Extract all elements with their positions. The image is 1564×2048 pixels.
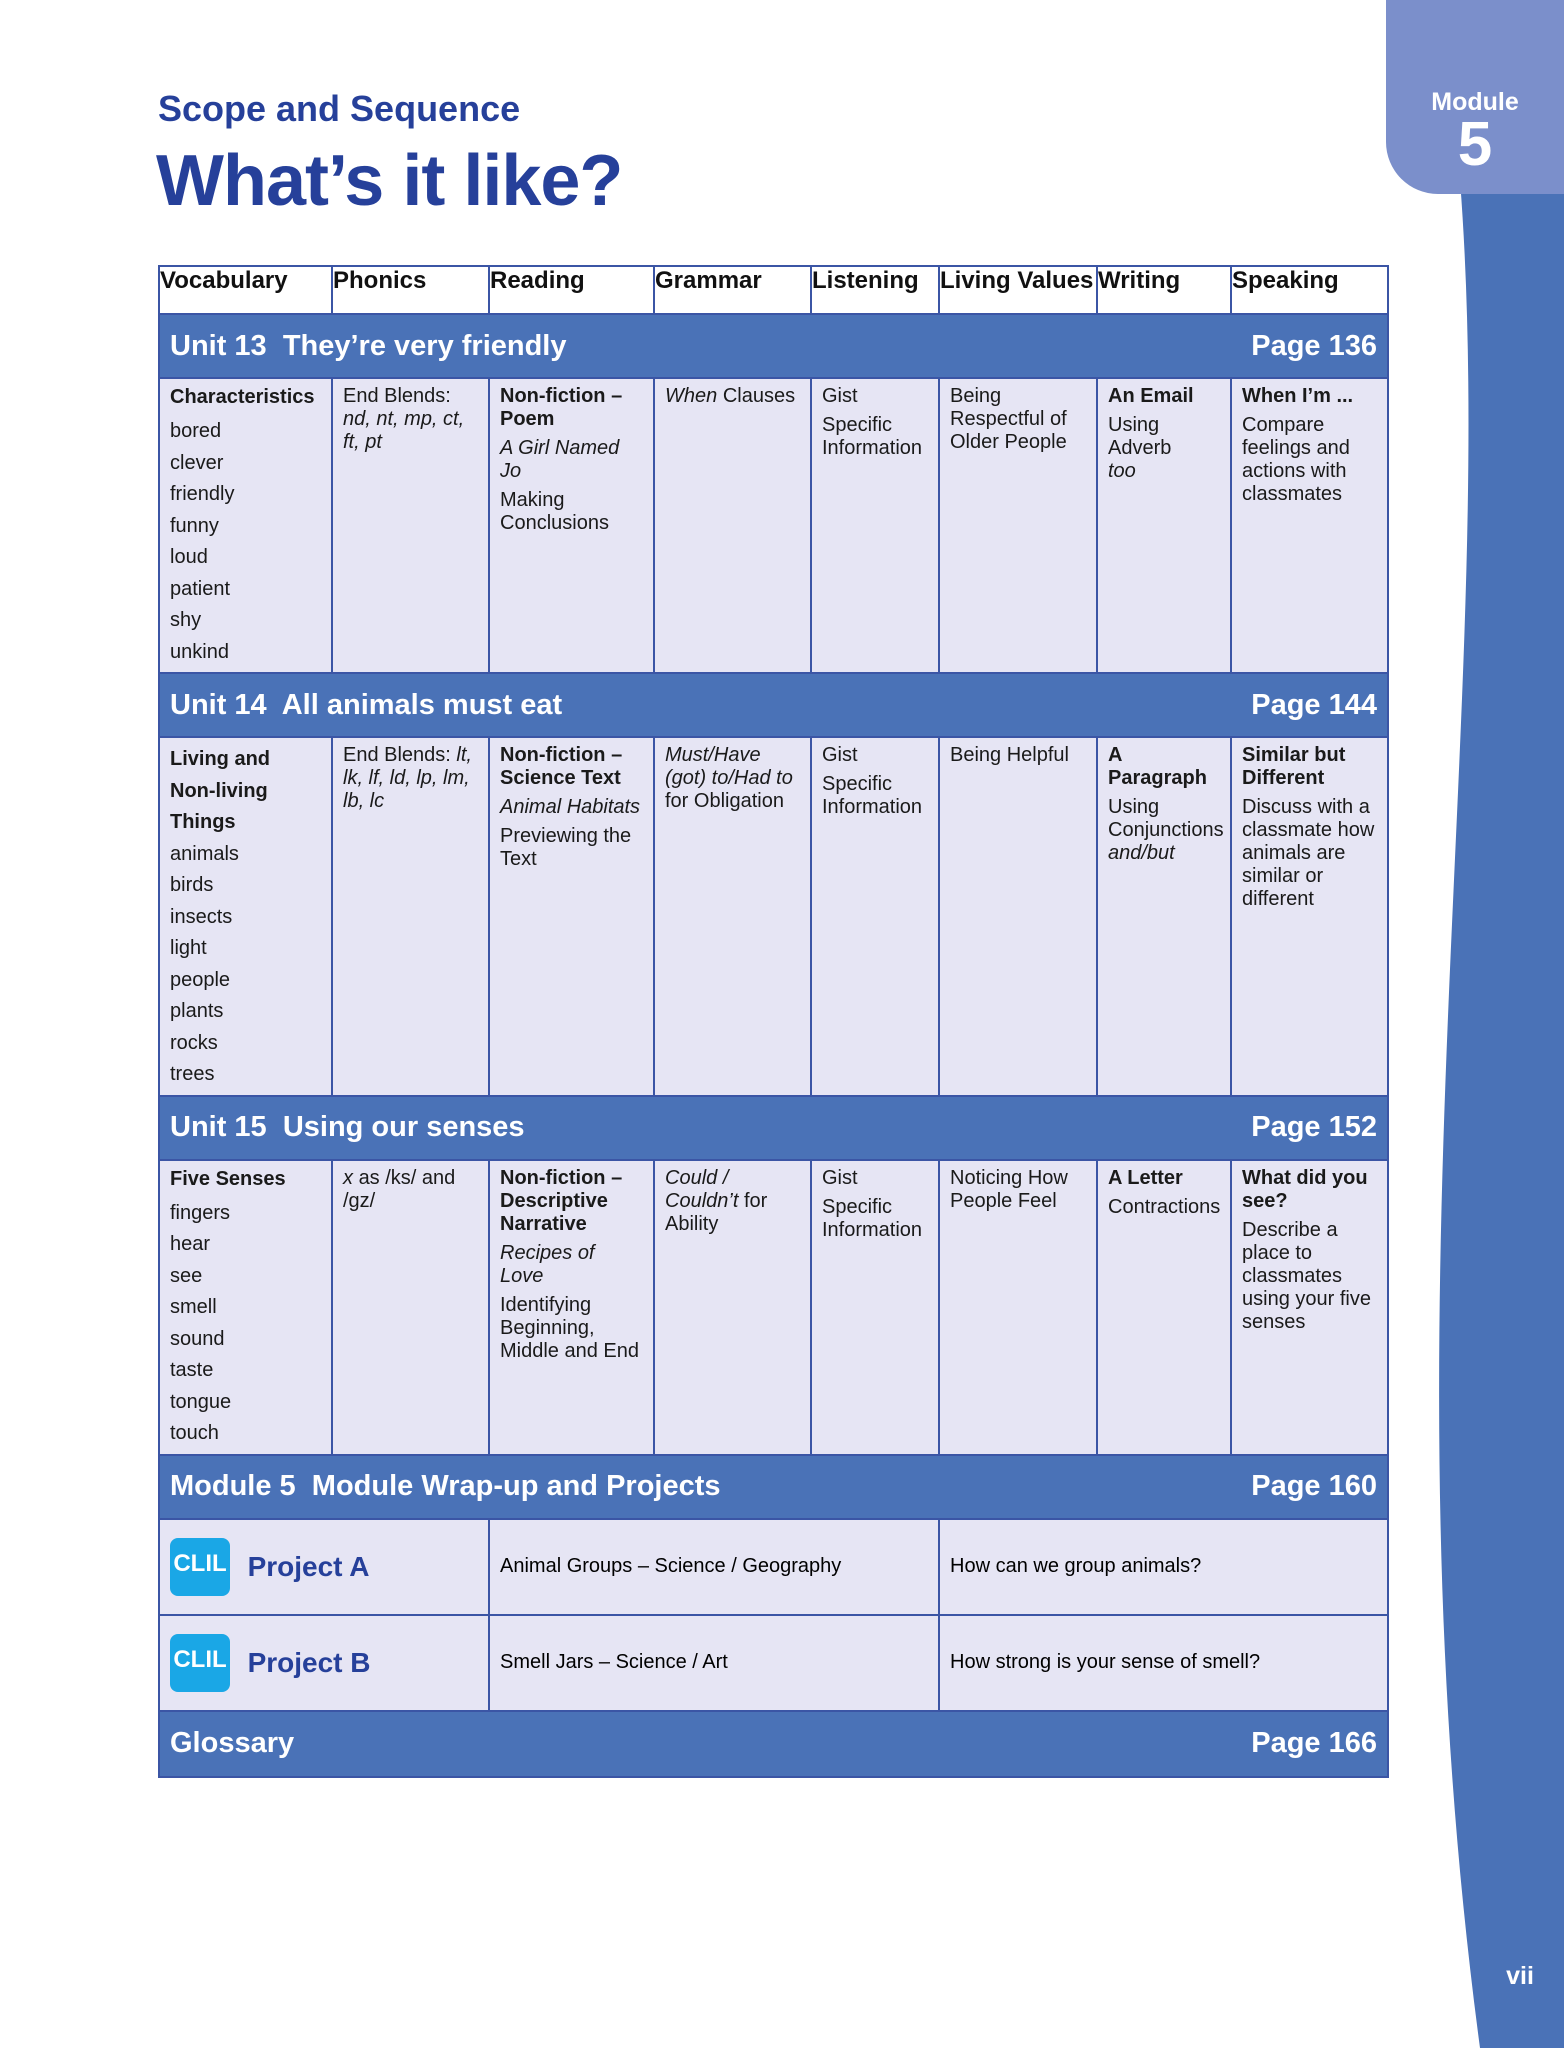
speaking-title: When I’m ... [1242, 385, 1354, 407]
vocabulary-cell [159, 1160, 332, 1455]
writing-detail: Using Adverb [1108, 414, 1172, 459]
values-cell: Noticing How People Feel [939, 1160, 1097, 1455]
unit-name: All animals must eat [281, 688, 563, 721]
unit-label: Unit 14 [170, 688, 267, 721]
unit-name: They’re very friendly [282, 329, 567, 362]
speaking-title: Similar but Different [1242, 744, 1346, 789]
grammar-rest: for Obligation [665, 790, 784, 812]
vocab-heading-2: Non-living Things [170, 779, 268, 833]
phonics-cell [332, 378, 489, 673]
phonics-items: lt, lk, lf, ld, lp, lm, lb, lc [343, 744, 472, 812]
vocabulary-cell [159, 378, 332, 673]
reading-text: Animal Habitats [500, 796, 641, 818]
wrapup-label: Module 5 [170, 1470, 296, 1502]
vocab-item: tongue [170, 1390, 232, 1413]
speaking-cell [1231, 737, 1388, 1096]
listening-cell [811, 737, 939, 1096]
speaking-detail: Discuss with a classmate how animals are similar or different [1242, 796, 1375, 910]
vocab-item: clever [170, 451, 224, 474]
module-wrapup-band [159, 1455, 1388, 1519]
reading-skill: Identifying Beginning, Middle and End [500, 1293, 639, 1362]
vocab-item: insects [170, 905, 233, 928]
module-tab [1386, 0, 1564, 194]
col-phonics: Phonics [332, 266, 489, 314]
project-topic: Smell Jars – Science / Art [489, 1615, 939, 1711]
writing-italic: and/but [1108, 842, 1175, 864]
page-number: vii [1506, 1962, 1534, 1990]
col-vocabulary: Vocabulary [159, 266, 332, 314]
vocab-item: light [170, 937, 207, 959]
phonics-cell [332, 737, 489, 1096]
writing-detail: Using Conjunctions [1108, 796, 1224, 841]
values-cell: Being Respectful of Older People [939, 378, 1097, 673]
glossary-page: Page 166 [1251, 1727, 1377, 1759]
vocab-item: smell [170, 1296, 217, 1318]
vocab-item: bored [170, 420, 222, 442]
unit-13-band [159, 314, 1388, 378]
vocab-item: animals [170, 842, 239, 865]
vocab-item: taste [170, 1359, 214, 1381]
unit-label: Unit 13 [170, 329, 267, 362]
unit-label: Unit 15 [170, 1111, 267, 1143]
writing-italic: too [1108, 460, 1136, 482]
reading-title: Non-fiction – Science Text [500, 744, 623, 789]
speaking-detail: Compare feelings and actions with classmates [1242, 414, 1350, 505]
vocab-item: unkind [170, 640, 229, 663]
grammar-italic: Could / Couldn’t [665, 1166, 739, 1212]
writing-title: A Letter [1108, 1166, 1183, 1189]
values-cell: Being Helpful [939, 737, 1097, 1096]
vocab-item: friendly [170, 483, 235, 505]
phonics-suffix: as /ks/ and /gz/ [343, 1166, 456, 1212]
col-listening: Listening [811, 266, 939, 314]
vocab-item: trees [170, 1063, 215, 1085]
reading-text: A Girl Named Jo [500, 437, 620, 482]
project-b-row [159, 1615, 1388, 1711]
writing-cell [1097, 1160, 1231, 1455]
speaking-cell [1231, 378, 1388, 673]
listening-item: Specific Information [822, 414, 923, 459]
grammar-cell [654, 737, 811, 1096]
reading-title: Non-fiction – Descriptive Narrative [500, 1166, 623, 1235]
writing-cell [1097, 737, 1231, 1096]
speaking-cell [1231, 1160, 1388, 1455]
unit-page: Page 136 [1251, 329, 1377, 362]
grammar-cell [654, 378, 811, 673]
vocab-item: loud [170, 546, 208, 568]
listening-item: Specific Information [822, 773, 923, 818]
unit-14-row [159, 737, 1388, 1096]
page-supertitle: Scope and Sequence [158, 88, 521, 129]
reading-text: Recipes of Love [500, 1241, 595, 1287]
scope-sequence-table [158, 265, 1389, 1778]
vocab-item: fingers [170, 1201, 231, 1224]
project-a-row [159, 1519, 1388, 1615]
reading-cell [489, 1160, 654, 1455]
col-writing: Writing [1097, 266, 1231, 314]
speaking-title: What did you see? [1242, 1166, 1368, 1212]
vocab-item: hear [170, 1233, 211, 1255]
unit-name: Using our senses [282, 1111, 525, 1143]
unit-13-row [159, 378, 1388, 673]
vocab-item: funny [170, 514, 219, 537]
project-name: Project B [247, 1646, 371, 1678]
speaking-detail: Describe a place to classmates using your five senses [1242, 1218, 1371, 1333]
phonics-cell [332, 1160, 489, 1455]
project-a-name-cell [159, 1519, 489, 1615]
grammar-italic: When [665, 385, 718, 407]
col-living-values: Living Values [939, 266, 1097, 314]
vocab-heading: Five Senses [170, 1167, 286, 1190]
grammar-rest: for Ability [665, 1189, 768, 1235]
vocab-item: people [170, 968, 231, 991]
listening-item: Gist [822, 385, 858, 407]
project-b-name-cell [159, 1615, 489, 1711]
listening-cell [811, 1160, 939, 1455]
phonics-prefix: End Blends: [343, 744, 451, 766]
vocab-heading: Living and [170, 748, 270, 770]
reading-title: Non-fiction – Poem [500, 385, 623, 430]
phonics-items: nd, nt, mp, ct, ft, pt [343, 408, 465, 453]
reading-cell [489, 378, 654, 673]
reading-skill: Previewing the Text [500, 825, 632, 870]
phonics-prefix: End Blends: [343, 385, 451, 407]
project-question: How can we group animals? [939, 1519, 1388, 1615]
grammar-italic: Must/Have (got) to/Had to [665, 744, 793, 789]
writing-detail: Contractions [1108, 1195, 1221, 1218]
col-reading: Reading [489, 266, 654, 314]
unit-14-band [159, 673, 1388, 737]
vocab-item: birds [170, 874, 214, 896]
clil-badge: CLIL [170, 1634, 230, 1692]
unit-15-row [159, 1160, 1388, 1455]
project-name: Project A [247, 1550, 370, 1582]
vocab-item: rocks [170, 1031, 218, 1054]
wrapup-name: Module Wrap-up and Projects [311, 1470, 721, 1502]
module-label: Module [1431, 88, 1519, 116]
vocab-item: see [170, 1264, 203, 1287]
project-question: How strong is your sense of smell? [939, 1615, 1388, 1711]
vocab-heading: Characteristics [170, 386, 315, 408]
phonics-items: x [343, 1166, 353, 1189]
unit-15-band [159, 1096, 1388, 1160]
listening-item: Gist [822, 1166, 858, 1189]
vocab-item: patient [170, 577, 231, 600]
glossary-label: Glossary [170, 1727, 295, 1759]
writing-cell [1097, 378, 1231, 673]
listening-cell [811, 378, 939, 673]
grammar-rest: Clauses [722, 385, 796, 407]
listening-item: Gist [822, 744, 858, 766]
grammar-cell [654, 1160, 811, 1455]
vocab-item: sound [170, 1327, 225, 1350]
vocabulary-cell [159, 737, 332, 1096]
writing-title: An Email [1108, 385, 1194, 407]
vocab-item: plants [170, 1000, 224, 1022]
project-topic: Animal Groups – Science / Geography [489, 1519, 939, 1615]
col-grammar: Grammar [654, 266, 811, 314]
reading-skill: Making Conclusions [500, 489, 609, 534]
clil-badge: CLIL [170, 1538, 230, 1596]
vocab-item: shy [170, 609, 202, 631]
unit-page: Page 152 [1251, 1111, 1377, 1143]
glossary-band [159, 1711, 1388, 1777]
writing-title: A Paragraph [1108, 744, 1207, 789]
col-speaking: Speaking [1231, 266, 1388, 314]
reading-cell [489, 737, 654, 1096]
module-number: 5 [1457, 110, 1493, 179]
unit-page: Page 144 [1251, 688, 1377, 721]
vocab-item: touch [170, 1422, 219, 1444]
column-header-row [159, 266, 1388, 314]
page-title: What’s it like? [156, 141, 623, 221]
wrapup-page: Page 160 [1251, 1470, 1377, 1502]
listening-item: Specific Information [822, 1195, 923, 1241]
